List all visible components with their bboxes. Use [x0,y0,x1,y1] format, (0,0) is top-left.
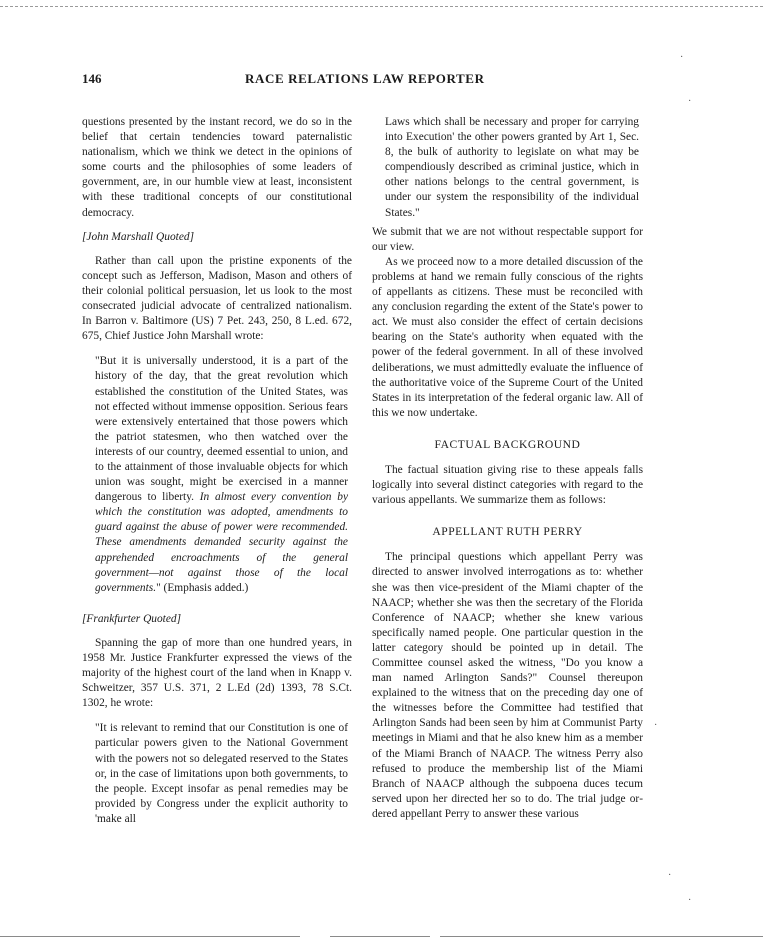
heading-appellant-perry: APPELLANT RUTH PERRY [432,525,583,539]
scan-speck: · [688,895,692,906]
quote-barron-tail: " (Emphasis added.) [156,581,249,594]
paragraph-frankfurter: Spanning the gap of more than one hundred years, in 1958 Mr. Justice Frankfurter expressed the views of the majority of the highest court of the land when in Knapp v. Schweitzer, 357 U.S. 371, 2 L.Ed (2d) 1393, 78 S.Ct. 1302, he wrote: [82,636,352,710]
quote-barron [95,354,348,596]
paragraph-marshall: Rather than call upon the pristine exponents of the concept such as Jefferson, Madison, Mason and others of their colonial political persuasion, let us look to the most consecrated judicial advocate of centralized nationalism. In Barron v. Baltimore (US) 7 Pet. 243, 250, 8 L.ed. 672, 675, Chief Justice John Marshall wrote: [82,254,352,343]
heading-john-marshall: [John Marshall Quoted] [82,230,195,243]
scan-edge-top [0,6,763,7]
quote-barron-plain: "But it is universally understood, it is a part of the history of the day, that the great revolution which established the constitution of the United States, was not effected without immense opposition. Serious fears were extensively entertained that those powers which the patriot statesmen, who then watched over the interests of our country, deemed essential to union, and to the attainment of those invaluable objects for which union was sought, might be exercised in a manner dangerous to liberty. [95,355,348,504]
scan-speck: · [688,96,692,107]
page-number: 146 [82,71,102,86]
left-column [82,115,352,827]
quote-knapp: "It is relevant to remind that our Constitution is one of particular powers given to the National Government with the powers not so delegated reserved to the States or, in the case of limitations upon both governments, to the people. Except insofar as penal remedies may be provided by Congress under the explicit authority to 'make all [95,722,348,825]
scan-speck: · [654,720,658,731]
paragraph-support: We submit that we are not without respectable support for our view. [372,225,643,253]
paragraph-intro: questions presented by the instant record, we do so in the belief that certain tendencies toward paternalistic nationalism, which we think we detect in the opinions of some courts and the philosophies of some leaders of government, are, in our humble view at least, inconsistent with these traditional concepts of our constitutional democracy. [82,116,352,219]
paragraph-perry: The principal questions which appellant Perry was directed to answer involved interrogations as to: whether she was then vice-president of the Miami chapter of the NAACP; whether she was then the secretary of the Florida Conference of NAACP; whether she knew various specifically named people. One particular question in the latter category should be pointed up in detail. The Committee counsel asked the witness, "Do you know a man named Arlington Sands?" Counsel thereupon explained to the witness that on the preceding day one of the witnesses before the Committee had testified that Arlington Sands had been seen by him at Communist Party meetings in Miami and that he also knew him as a member of the Miami Branch of NAACP. The witness Perry also refused to produce the membership list of the Miami Branch of NAACP although the subpoena duces tecum served upon her directed her so to do. The trial judge ordered appellant Perry to answer these various [372,551,643,820]
quote-knapp-continued: Laws which shall be necessary and proper for carrying into Execution' the other powers granted by Art 1, Sec. 8, the bulk of authority to legislate on what may be compendiously described as criminal justice, which in other nations belongs to the central government, is under our system the responsibility of the individual States." [385,116,639,219]
scan-edge-bottom-left [0,936,300,937]
paragraph-discussion: As we proceed now to a more detailed discussion of the problems at hand we remain fully conscious of the rights of appellants as citizens. These must be reconciled with any conclusion regarding the extent of the State's power to act. We must also consider the effect of certain decisions bearing on the State's authority when equated with the power of the federal government. In all of these involved deliberations, we must admittedly evaluate the influence of the authoritative voice of the Supreme Court of the United States in its interpretation of the federal organic law. All of this we now undertake. [372,255,643,419]
scan-speck: · [668,870,672,881]
paragraph-factual: The factual situation giving rise to these appeals falls logically into several distinct categories with regard to the various appellants. We summarize them as follows: [372,463,643,507]
right-column [372,115,643,822]
heading-frankfurter: [Frankfurter Quoted] [82,612,182,625]
scan-edge-bottom-mid [330,936,430,937]
running-head: RACE RELATIONS LAW REPORTER [245,71,485,86]
heading-factual-background: FACTUAL BACKGROUND [434,437,581,451]
scan-speck: · [680,52,684,63]
scan-edge-bottom-right [440,936,763,937]
quote-barron-emphasis: In almost every convention by which the constitution was adopted, amendments to guard against the abuse of power were recommended. These amendments demanded security against the apprehended encroachments of the general government—not against those of the local governments. [95,491,349,594]
